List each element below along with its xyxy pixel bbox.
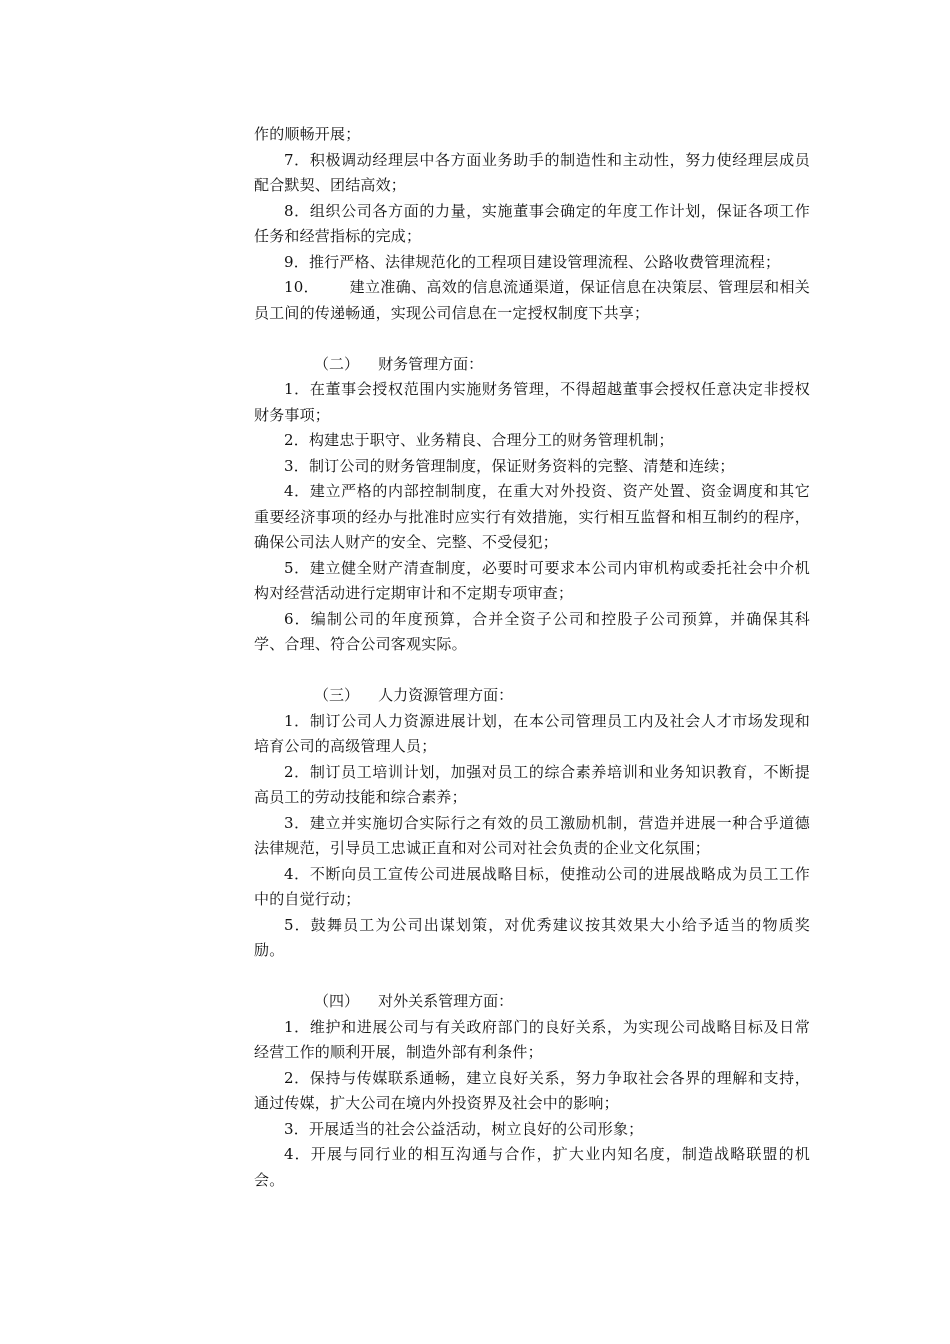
list-item: 7．积极调动经理层中各方面业务助手的制造性和主动性，努力使经理层成员配合默契、团结高效； [254, 150, 810, 194]
document-page [254, 122, 810, 1193]
list-item: 1．制订公司人力资源进展计划，在本公司管理员工内及社会人才市场发现和培育公司的高级管理人员； [254, 711, 810, 755]
list-item: 5．鼓舞员工为公司出谋划策，对优秀建议按其效果大小给予适当的物质奖励。 [254, 915, 810, 959]
list-item: 4．建立严格的内部控制制度，在重大对外投资、资产处置、资金调度和其它重要经济事项的经办与批准时应实行有效措施，实行相互监督和相互制约的程序，确保公司法人财产的安全、完整、不受侵犯； [254, 482, 810, 551]
list-item: 2．构建忠于职守、业务精良、合理分工的财务管理机制； [284, 431, 674, 449]
list-item: 5．建立健全财产清查制度，必要时可要求本公司内审机构或委托社会中介机构对经营活动进行定期审计和不定期专项审查； [254, 558, 810, 602]
blank-line [254, 326, 810, 352]
lead-line: 作的顺畅开展； [254, 125, 361, 143]
list-item: 6．编制公司的年度预算，合并全资子公司和控股子公司预算，并确保其科学、合理、符合公司客观实际。 [254, 609, 810, 653]
list-item: 2．制订员工培训计划，加强对员工的综合素养培训和业务知识教育，不断提高员工的劳动技能和综合素养； [254, 762, 810, 806]
list-item: 2．保持与传媒联系通畅，建立良好关系，努力争取社会各界的理解和支持，通过传媒，扩大公司在境内外投资界及社会中的影响； [254, 1068, 810, 1112]
blank-line [254, 658, 810, 684]
list-item: 3．开展适当的社会公益活动，树立良好的公司形象； [284, 1119, 644, 1138]
list-item: 1．在董事会授权范围内实施财务管理，不得超越董事会授权任意决定非授权财务事项； [254, 380, 810, 424]
list-item: 4．不断向员工宣传公司进展战略目标，使推动公司的进展战略成为员工工作中的自觉行动； [254, 864, 810, 908]
list-item: 1．维护和进展公司与有关政府部门的良好关系，为实现公司战略目标及日常经营工作的顺利开展，制造外部有利条件； [254, 1017, 810, 1061]
blank-line [254, 964, 810, 990]
list-item: 8．组织公司各方面的力量，实施董事会确定的年度工作计划，保证各项工作任务和经营指标的完成； [254, 201, 810, 245]
list-item: 4．开展与同行业的相互沟通与合作，扩大业内知名度，制造战略联盟的机会。 [254, 1145, 810, 1189]
section-heading-finance: （二） 财务管理方面： [314, 354, 484, 373]
list-item: 9．推行严格、法律规范化的工程项目建设管理流程、公路收费管理流程； [284, 252, 781, 271]
list-item: 3．建立并实施切合实际行之有效的员工激励机制，营造并进展一种合乎道德法律规范，引导员工忠诚正直和对公司对社会负责的企业文化氛围； [254, 813, 810, 857]
section-heading-hr: （三） 人力资源管理方面： [314, 686, 514, 704]
section-heading-external: （四） 对外关系管理方面： [314, 992, 514, 1010]
list-item: 10． 建立准确、高效的信息流通渠道，保证信息在决策层、管理层和相关员工间的传递畅通，实现公司信息在一定授权制度下共享； [254, 278, 810, 322]
list-item: 3．制订公司的财务管理制度，保证财务资料的完整、清楚和连续； [284, 456, 735, 475]
